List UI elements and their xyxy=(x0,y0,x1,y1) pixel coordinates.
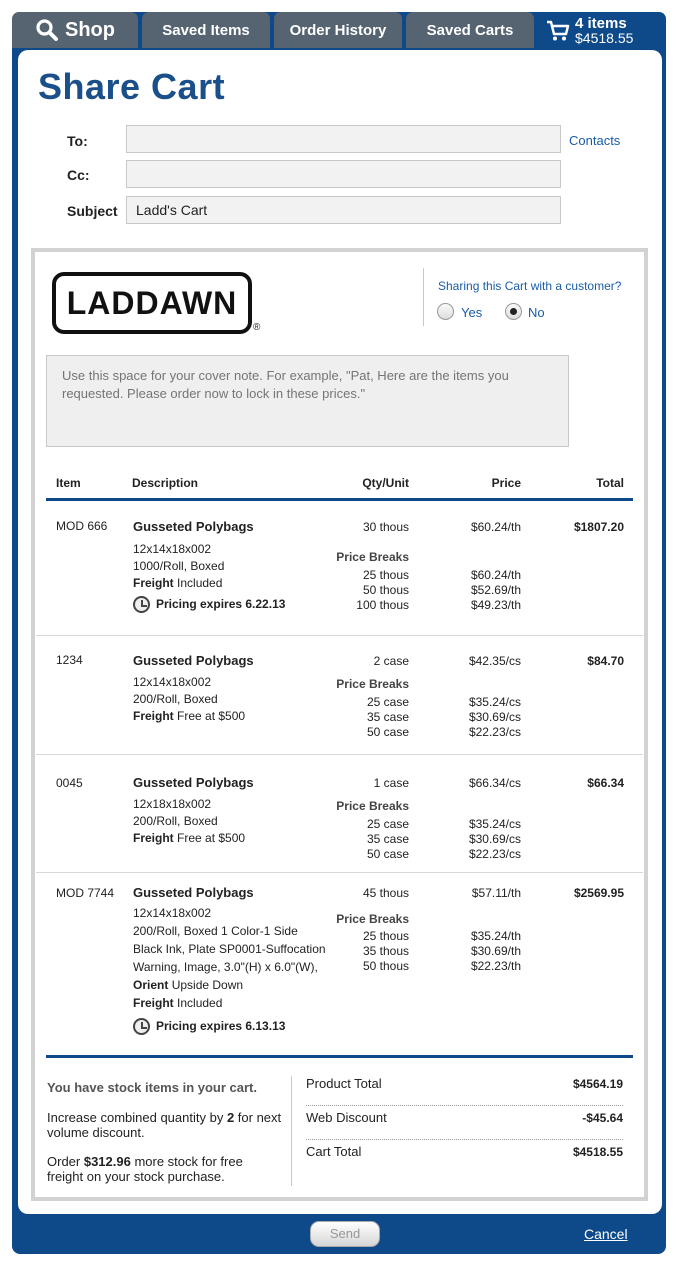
price-break-qty: 100 thous xyxy=(356,598,409,612)
price-breaks-label: Price Breaks xyxy=(336,677,409,691)
volume-discount-note xyxy=(47,1110,282,1140)
share-question: Sharing this Cart with a customer? xyxy=(438,279,622,293)
send-button[interactable]: Send xyxy=(310,1221,380,1247)
orient-info xyxy=(133,976,326,994)
price-break-qty: 35 thous xyxy=(362,944,409,958)
item-qty: 30 thous xyxy=(362,520,409,534)
product-pack-detail: Black Ink, Plate SP0001-Suffocation xyxy=(133,942,326,956)
product-size: 12x18x18x002 xyxy=(133,797,212,811)
cover-note-field[interactable] xyxy=(46,355,569,447)
product-total-value: $4564.19 xyxy=(572,1077,623,1091)
price-breaks-label: Price Breaks xyxy=(336,550,409,564)
item-total: $1807.20 xyxy=(573,520,624,534)
freight-info xyxy=(133,994,326,1012)
price-break-price: $30.69/th xyxy=(470,944,521,958)
price-break-qty: 50 thous xyxy=(362,583,409,597)
cart-total-value: $4518.55 xyxy=(572,1145,623,1159)
page-title: Share Cart xyxy=(38,66,226,107)
col-header-price: Price xyxy=(491,476,521,490)
share-divider xyxy=(423,268,424,326)
volume-discount-text: Increase combined quantity by xyxy=(47,1110,227,1125)
item-price: $42.35/cs xyxy=(468,654,521,668)
volume-discount-qty: 2 xyxy=(226,1110,235,1125)
price-break-price: $22.23/cs xyxy=(468,725,521,739)
to-label: To: xyxy=(67,133,88,149)
tab-shop-label: Shop xyxy=(65,19,115,41)
alarm-clock-icon xyxy=(133,596,150,613)
share-yes-label[interactable]: Yes xyxy=(461,305,483,320)
product-total-label: Product Total xyxy=(306,1076,382,1091)
tab-saved-items[interactable] xyxy=(142,12,270,48)
share-no-label[interactable]: No xyxy=(528,305,545,320)
product-pack: 200/Roll, Boxed xyxy=(133,814,218,828)
freight-info xyxy=(133,575,285,592)
item-qty: 1 case xyxy=(373,776,409,790)
price-breaks-label: Price Breaks xyxy=(336,799,409,813)
cart-total-amount: $4518.55 xyxy=(575,30,634,46)
price-break-price: $22.23/cs xyxy=(468,847,521,861)
price-break-price: $22.23/th xyxy=(470,959,521,973)
price-break-qty: 25 case xyxy=(366,817,409,831)
product-name: Gusseted Polybags xyxy=(133,885,254,900)
free-freight-amount: $312.96 xyxy=(83,1154,131,1169)
registered-mark: ® xyxy=(253,322,261,333)
price-break-qty: 35 case xyxy=(366,710,409,724)
price-break-qty: 50 case xyxy=(366,725,409,739)
laddawn-logo: LADDAWN xyxy=(52,272,252,334)
stock-note xyxy=(47,1080,282,1198)
web-discount-row xyxy=(306,1106,623,1140)
pricing-expires-text: Pricing expires 6.13.13 xyxy=(156,1019,286,1033)
price-breaks-label: Price Breaks xyxy=(336,912,409,926)
shopping-cart-icon xyxy=(546,20,570,42)
item-price: $60.24/th xyxy=(470,520,521,534)
item-total: $2569.95 xyxy=(573,886,624,900)
freight-info xyxy=(133,830,254,847)
price-break-price: $49.23/th xyxy=(470,598,521,612)
product-name: Gusseted Polybags xyxy=(133,653,254,668)
item-number: 1234 xyxy=(56,653,83,667)
col-header-qty: Qty/Unit xyxy=(362,476,409,490)
volume-discount-text-end: for next volume discount. xyxy=(47,1110,282,1140)
contacts-link[interactable]: Contacts xyxy=(569,133,621,148)
price-break-price: $35.24/cs xyxy=(468,695,521,709)
cc-label: Cc: xyxy=(67,167,90,183)
free-freight-text: Order xyxy=(47,1154,84,1169)
product-name: Gusseted Polybags xyxy=(133,519,254,534)
freight-value: Free at $500 xyxy=(177,831,246,845)
stock-note-heading: You have stock items in your cart. xyxy=(47,1080,257,1095)
tab-saved-items-label: Saved Items xyxy=(162,22,250,39)
freight-label: Freight xyxy=(133,996,174,1010)
product-size: 12x14x18x002 xyxy=(133,675,212,689)
item-description xyxy=(133,774,254,847)
cart-item-count: 4 items xyxy=(575,15,627,32)
price-break-price: $52.69/th xyxy=(470,583,521,597)
search-icon xyxy=(35,18,59,42)
col-header-description: Description xyxy=(132,476,199,490)
item-price: $57.11/th xyxy=(471,886,521,900)
summary-divider xyxy=(291,1076,292,1186)
price-break-qty: 25 thous xyxy=(362,929,409,943)
cc-field[interactable] xyxy=(126,160,561,188)
orient-label: Orient xyxy=(133,978,169,992)
share-yes-radio[interactable] xyxy=(437,303,454,320)
item-qty: 45 thous xyxy=(362,886,409,900)
tab-saved-carts-label: Saved Carts xyxy=(426,22,514,39)
tab-order-history-label: Order History xyxy=(289,22,387,39)
price-break-price: $60.24/th xyxy=(470,568,521,582)
item-price: $66.34/cs xyxy=(468,776,521,790)
free-freight-text-end: more stock for free freight on your stock purchase. xyxy=(47,1154,243,1184)
product-name: Gusseted Polybags xyxy=(133,775,254,790)
product-total-row xyxy=(306,1072,623,1106)
cart-total-label: Cart Total xyxy=(306,1144,362,1159)
price-break-price: $30.69/cs xyxy=(468,710,521,724)
item-total: $66.34 xyxy=(587,776,624,790)
item-number: 0045 xyxy=(56,776,83,790)
pricing-expires xyxy=(133,596,285,613)
col-header-item: Item xyxy=(56,476,81,490)
free-freight-note xyxy=(47,1154,282,1184)
table-row xyxy=(36,755,643,872)
price-break-qty: 50 thous xyxy=(362,959,409,973)
product-pack: 200/Roll, Boxed xyxy=(133,692,218,706)
subject-field[interactable] xyxy=(126,196,561,224)
product-pack: 1000/Roll, Boxed xyxy=(133,559,225,573)
freight-info xyxy=(133,708,254,725)
item-qty: 2 case xyxy=(373,654,409,668)
web-discount-label: Web Discount xyxy=(306,1110,387,1125)
price-break-qty: 50 case xyxy=(366,847,409,861)
product-size: 12x14x18x002 xyxy=(133,542,212,556)
tab-cart[interactable] xyxy=(538,12,666,48)
table-footer-rule xyxy=(46,1055,633,1058)
alarm-clock-icon xyxy=(133,1018,150,1035)
item-description xyxy=(133,884,326,1035)
price-break-price: $35.24/th xyxy=(470,929,521,943)
item-number: MOD 666 xyxy=(56,519,108,533)
tab-saved-carts[interactable] xyxy=(406,12,534,48)
freight-label: Freight xyxy=(133,709,174,723)
table-row xyxy=(36,873,643,1053)
to-field[interactable] xyxy=(126,125,561,153)
product-pack-detail: Warning, Image, 3.0"(H) x 6.0"(W), xyxy=(133,960,318,974)
tab-order-history[interactable] xyxy=(274,12,402,48)
price-break-qty: 25 thous xyxy=(362,568,409,582)
col-header-total: Total xyxy=(596,476,624,490)
item-description xyxy=(133,518,285,613)
web-discount-value: -$45.64 xyxy=(582,1111,623,1125)
cart-total-row xyxy=(306,1140,623,1174)
cancel-link[interactable]: Cancel xyxy=(584,1226,628,1242)
pricing-expires-text: Pricing expires 6.22.13 xyxy=(156,597,286,611)
freight-value: Included xyxy=(177,996,223,1010)
subject-label: Subject xyxy=(67,203,118,219)
freight-label: Freight xyxy=(133,576,174,590)
price-break-price: $35.24/cs xyxy=(468,817,521,831)
product-size: 12x14x18x002 xyxy=(133,906,212,920)
share-no-radio[interactable] xyxy=(505,303,522,320)
pricing-expires xyxy=(133,1018,326,1035)
price-break-price: $30.69/cs xyxy=(468,832,521,846)
item-description xyxy=(133,652,254,725)
table-row xyxy=(36,502,643,635)
freight-value: Free at $500 xyxy=(177,709,246,723)
item-total: $84.70 xyxy=(587,654,624,668)
tab-shop[interactable] xyxy=(12,12,138,48)
product-pack: 200/Roll, Boxed 1 Color-1 Side xyxy=(133,924,298,938)
table-row xyxy=(36,636,643,754)
price-break-qty: 25 case xyxy=(366,695,409,709)
freight-value: Included xyxy=(177,576,223,590)
orient-value: Upside Down xyxy=(171,978,244,992)
price-break-qty: 35 case xyxy=(366,832,409,846)
item-number: MOD 7744 xyxy=(56,886,115,900)
table-header-rule xyxy=(46,498,633,501)
freight-label: Freight xyxy=(133,831,174,845)
